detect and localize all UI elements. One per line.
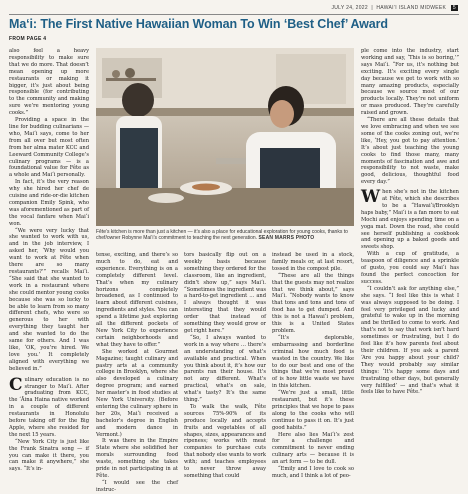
- paragraph-dropcap: [361, 189, 459, 251]
- paragraph: also feel a heavy responsibility to make sure that we do more. That doesn’t mean opening up more restaurants or making it bigger, it’s just about being responsible (for contributing to the community and making sure we’re mentoring young cooks.”: [9, 48, 89, 117]
- article-headline: Ma‘i: The First Native Hawaiian Woman To Win ‘Best Chef’ Award: [9, 17, 388, 31]
- article-column-4: [272, 252, 354, 480]
- paragraph: “I couldn’t ask for anything else,” she says. “I feel like this is what I was always supposed to be doing. I feel very privileged and lucky and grateful to wake up in the morning and be thrilled to come to work. And that’s not to say that work isn’t hard sometimes or frustrating, but I do feel like it’s how parents feel about their children. If you ask a parent ‘Are you happy about your child? They would probably say similar things: ‘It’s happy some days and frustrating other days, but generally very fulfilled’ — and that’s what it feels like to have Fête.”: [361, 285, 459, 396]
- article-column-3: [184, 252, 266, 480]
- issue-date: JULY 24, 2022: [331, 5, 368, 11]
- paragraph: “It’s deplorable, embarrassing and borderline criminal how much food is wasted in the country. We like to do our best and one of the things that we’re most proud of is how little waste we have in this kitchen.: [272, 334, 354, 390]
- paragraph: Providing a space in the line for budding culinarians — who, Mai‘i says, come to her from all over but most often from her alma mater KCC and Leeward Community College’s culinary programs — is a foundational value for Fête as a whole and Mai‘i personally.: [9, 117, 89, 179]
- paragraph: “We were very lucky that she wanted to work with us, and in the job interview, I asked her, ‘Why would you want to work at Fête when there are so many restaurants?’” recalls Mai‘i. “She said that she wanted to work in a restaurant where she could mentor young cooks because she was so lucky to be able to learn from so many different chefs, who were so generous to her with everything they taught her and she wanted to do the same for others. And I was like, ‘OK, you’re hired. We love you.’ It completely aligned with everything we believed in.”: [9, 227, 89, 372]
- publication-name: HAWAI‘I ISLAND MIDWEEK: [376, 5, 447, 11]
- photo-illustration: [96, 48, 354, 226]
- paragraph-dropcap: [9, 374, 89, 439]
- page-header: JULY 24, 2022 | HAWAI‘I ISLAND MIDWEEK 5: [331, 5, 456, 11]
- paragraph: tense, exciting, and there’s so much to do, eat and experience. Everything is on a completely different level. That’s when my culinary horizons completely broadened, as I continued to learn about different cuisines, ingredients and styles. You can spend a lifetime just exploring all the different pockets of New York City to experience certain neighborhoods and what they have to offer.”: [96, 252, 178, 348]
- paragraph: “New York City is just like the Frank Sinatra song — if you can make it there, you can make it anywhere,” she says. “It’s in-: [9, 438, 89, 473]
- paragraph: In fact, it’s the very reason why she hired her chef de cuisine and ride-or-die kitchen companion Emily Spink, who was aforementioned as part of the vocal fanfare when Mai‘i won.: [9, 179, 89, 227]
- caption-text: Fête’s kitchen is more than just a kitchen — it’s also a place for educational exploration for young cooks, thanks to chef/owner Robynne Mai‘i’s commitment to teaching the next generation.: [96, 229, 348, 242]
- paragraph: “Emily and I love to cook so much, and I think a lot of peo-: [272, 466, 354, 479]
- paragraph: “We’re just a small, little restaurant, but it’s these principles that we hope to pass along to the cooks who will continue to pass it on. It’s just good habits.”: [272, 390, 354, 431]
- paragraph: instead be used in a stock, family meals or, at last resort, tossed in the compost pile.: [272, 252, 354, 272]
- paragraph: She worked at Gourmet Magazine; taught culinary and pastry arts at a community college in Brooklyn, where she also developed a culinary degree program; and earned her master’s in food studies at New York University. (Before entering the culinary sphere in her 20s, Mai‘i received a bachelor’s degree in English and modern dance in Vermont.): [96, 348, 178, 438]
- page-number: 5: [452, 5, 456, 11]
- paragraph: ple come into the industry, start working and say, ‘This is so boring,’” says Mai‘i. “For us, it’s nothing but exciting. It’s exciting every single day because we get to work with so many amazing products, especially because we source most of our products locally. They’re not uniform or mass produced. They’re carefully raised and grown.: [361, 48, 459, 117]
- kitchen-photo: [96, 48, 354, 226]
- paragraph: tors basically flip out on a weekly basis because something they ordered for the classroom, like an ingredient, didn’t show up,” says Mai‘i. “Sometimes the ingredient was a hard-to-get ingredient … and I always thought it was interesting that they would order that instead of something they would grow or get right here.”: [184, 252, 266, 334]
- photo-credit: SEAN MARRS PHOTO: [258, 235, 315, 242]
- article-column-2: [96, 252, 178, 494]
- paragraph: “I would see the chef instruc-: [96, 479, 178, 493]
- paragraph: “There are all these details that we love embracing and when we see some of the cooks zoning out, we’re like, ‘Hey, you got to pay attention.’ It’s about just teaching the young cooks to find those many, many moments of fascination and awe and responsibility to not waste, make good, delicious, thoughtful food every day.”: [361, 117, 459, 186]
- paragraph: Here also lies Mai‘i’s zest for a challenge and commitment to never ending culinary arts — because it is an art form — to be dull.: [272, 431, 354, 466]
- paragraph: “These are all the things that the guests may not realize that we think about,” says Mai‘i. “Nobody wants to know that tons and tons and tons of food has to get dumped. And this is not a Hawai‘i problem, this is a United States problem.: [272, 272, 354, 334]
- photo-caption: [96, 229, 354, 242]
- article-column-1: [9, 48, 89, 473]
- drop-cap: W: [361, 187, 381, 208]
- header-rule: [9, 14, 459, 15]
- paragraph: It was there in the Empire State where she solidified her morals surrounding food waste, something she takes pride in not participating in at Fête.: [96, 438, 178, 479]
- paragraph: To walk the walk, Fête sources 75%-90% of its produce locally and accepts fruits and vegetables of all shapes, sizes, appearances and ripeness; works with meat companies to purchase cuts that nobody else wants to work with; and teaches employees to never throw away something that could: [184, 403, 266, 479]
- article-column-5: [361, 48, 459, 396]
- dropcap-text: ulinary education is no stranger to Mai‘i. After graduating from KCC, the ‘Āina Haina native worked in a couple of different restaurants in Honolulu before taking off for the Big Apple, where she resided for the next 15 years.: [9, 376, 89, 438]
- dropcap-text: hen she’s not in the kitchen at Fête, which she describes to be a “Hawai‘i/Brooklyn haps baby,” Mai‘i is a fan more to eat Mochi and enjoys spending time on a yoga mat. Down the road, she could see herself publishing a cookbook and opening up a baked goods and sweets shop.: [361, 189, 459, 251]
- paragraph: “So, I always wanted to work in a way where … there’s an understanding of what’s available and practical. When you think about it, it’s how our parents ran their house. It’s not any different. What’s practical, what’s on sale, what’s tasty? It’s the same thing.”: [184, 334, 266, 404]
- continued-from-label: FROM PAGE 4: [9, 36, 47, 42]
- paragraph: With a cup of gratitude, a teaspoon of diligence and a sprinkle of gusto, you could say Mai‘i has found the perfect concoction for success.: [361, 251, 459, 285]
- drop-cap: C: [9, 374, 23, 395]
